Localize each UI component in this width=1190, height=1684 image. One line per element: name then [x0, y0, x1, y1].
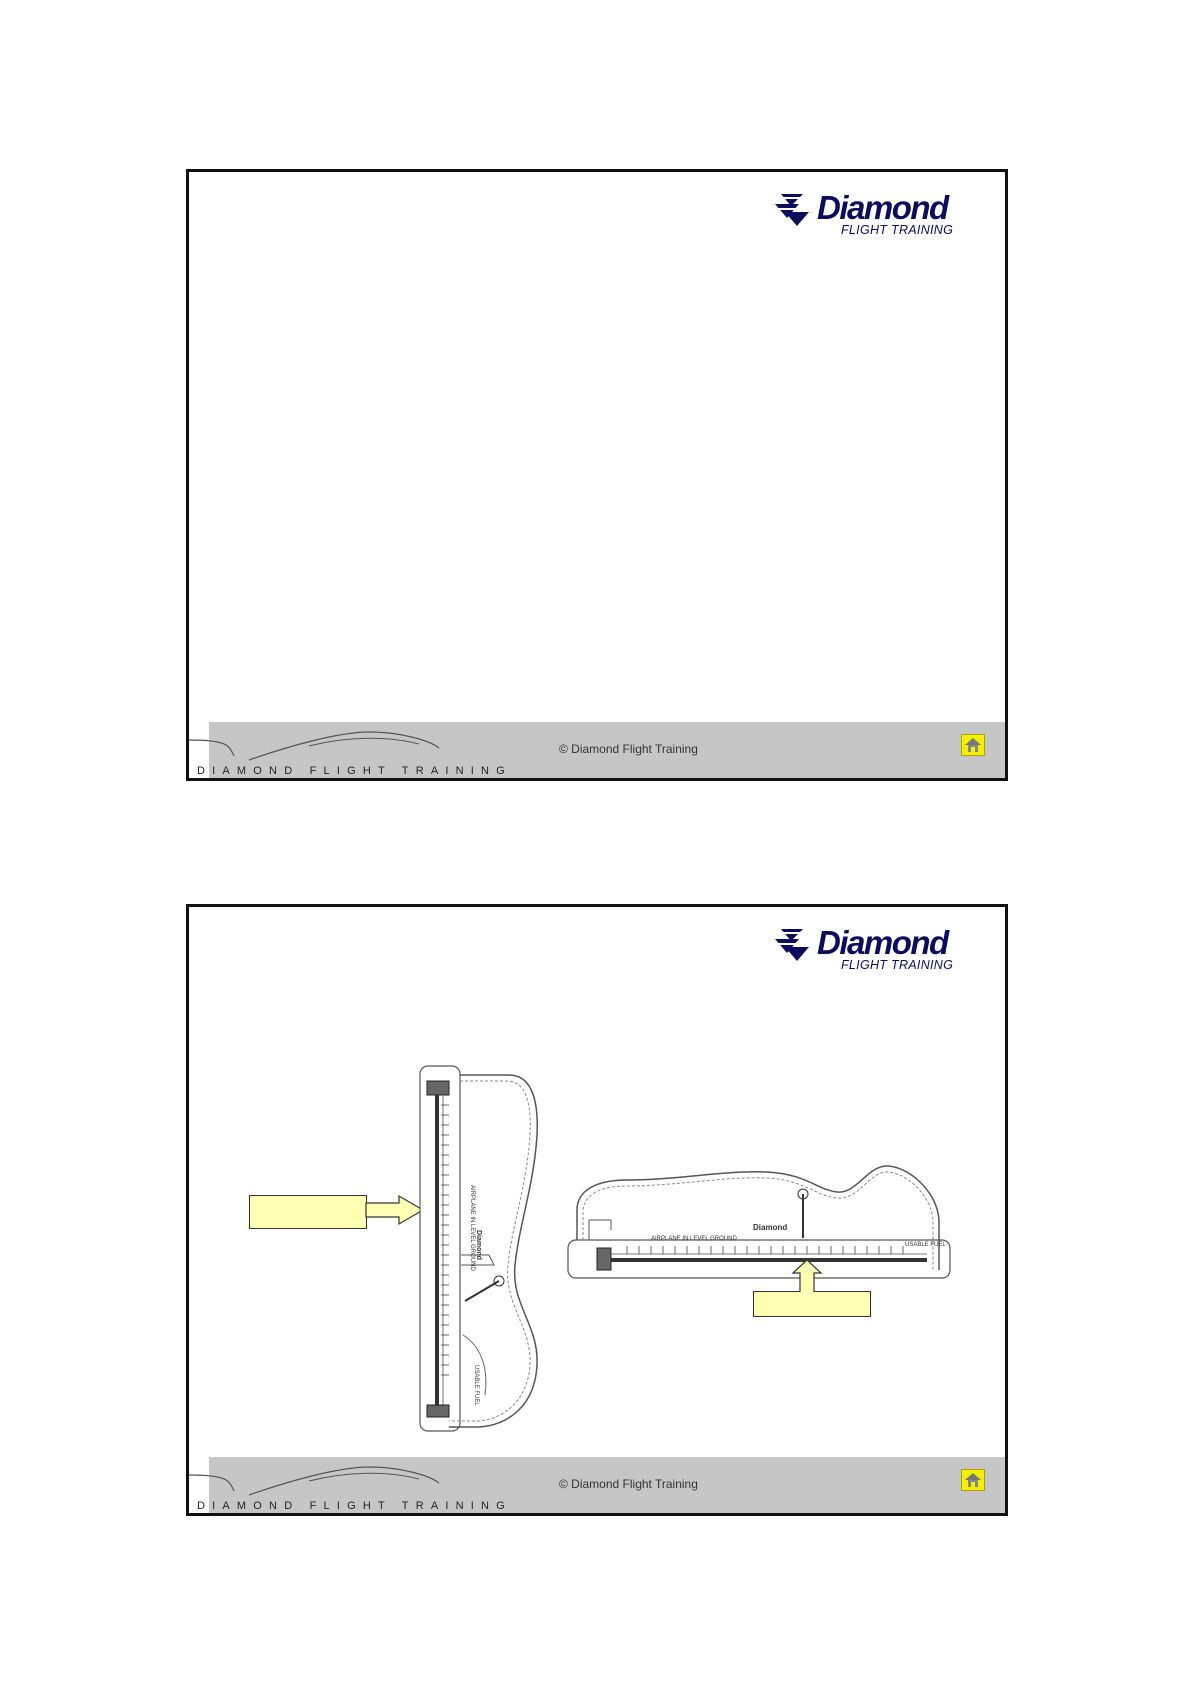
slide-1 — [186, 169, 1008, 781]
horizontal-gauge-brand: Diamond — [753, 1223, 788, 1232]
car-sketch-icon — [189, 1461, 469, 1501]
logo-subtitle: FLIGHT TRAINING — [841, 223, 954, 237]
home-button[interactable] — [961, 1469, 985, 1491]
logo-wordmark: Diamond — [817, 924, 948, 961]
callout-arrow-up-icon — [791, 1259, 823, 1293]
home-icon — [962, 1470, 984, 1490]
vertical-gauge-brand: Diamond — [475, 1230, 482, 1260]
callout-arrow-right-icon — [365, 1194, 427, 1226]
logo-subtitle: FLIGHT TRAINING — [841, 958, 954, 972]
footer-copyright: © Diamond Flight Training — [559, 742, 698, 756]
home-button[interactable] — [961, 734, 985, 756]
callout-box-bottom — [753, 1291, 871, 1317]
footer-brand-text: DIAMOND FLIGHT TRAINING — [197, 765, 512, 777]
vertical-gauge-label: AIRPLANE IN LEVEL GROUND — [469, 1185, 475, 1271]
fuel-gauge-horizontal-diagram — [567, 1160, 953, 1280]
diamond-logo-mark-icon — [773, 192, 821, 228]
home-icon — [962, 735, 984, 755]
diamond-logo — [773, 925, 963, 975]
vertical-fuel-label: USABLE FUEL — [473, 1365, 479, 1406]
horizontal-fuel-label: USABLE FUEL — [905, 1242, 946, 1248]
footer-copyright: © Diamond Flight Training — [559, 1477, 698, 1491]
logo-wordmark: Diamond — [817, 189, 948, 226]
slide-2 — [186, 904, 1008, 1516]
fuel-gauge-vertical-diagram — [419, 1065, 559, 1435]
car-sketch-icon — [189, 726, 469, 766]
diamond-logo-mark-icon — [773, 927, 821, 963]
horizontal-gauge-label: AIRPLANE IN LEVEL GROUND — [651, 1236, 737, 1242]
footer-brand-text: DIAMOND FLIGHT TRAINING — [197, 1500, 512, 1512]
callout-box-left — [249, 1195, 367, 1229]
diamond-logo — [773, 190, 963, 240]
